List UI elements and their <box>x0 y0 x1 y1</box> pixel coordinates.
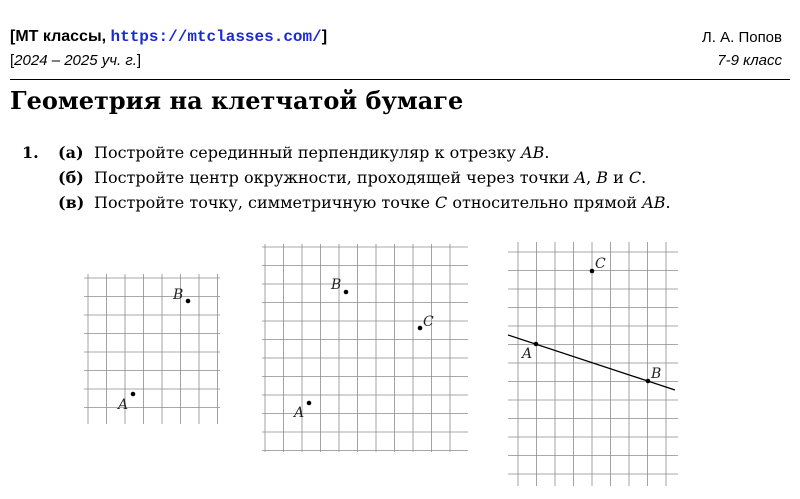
part-text: Постройте серединный перпендикуляр к отрезку <box>94 143 522 162</box>
figure-a <box>84 274 220 424</box>
point-c <box>418 326 423 331</box>
part-label: (б) <box>58 168 84 187</box>
math-term: C <box>628 168 642 187</box>
part-text: Постройте центр окружности, проходящей через точки <box>94 168 575 187</box>
point-b <box>646 379 651 384</box>
grid-lines <box>262 244 468 452</box>
point-a <box>534 342 539 347</box>
label-b: B <box>651 366 662 382</box>
part-sep: , <box>586 168 597 187</box>
problem-part-c <box>58 193 671 212</box>
math-term: AB <box>642 193 666 212</box>
figure-c <box>508 242 678 486</box>
part-label: (а) <box>58 143 84 162</box>
math-term: B <box>596 168 609 187</box>
figure-b <box>262 244 468 452</box>
header-course <box>10 28 327 46</box>
grade: 7-9 класс <box>717 52 782 69</box>
point-a <box>307 401 312 406</box>
math-term: C <box>435 193 448 212</box>
problem-part-a <box>58 143 549 162</box>
grid-lines <box>84 274 220 424</box>
grid-figure-c <box>508 242 678 486</box>
label-c: C <box>423 314 434 330</box>
point-c <box>590 269 595 274</box>
point-a <box>131 392 136 397</box>
header-divider <box>10 79 790 80</box>
math-term: A <box>574 168 587 187</box>
label-a: A <box>522 346 533 362</box>
part-sep: относительно прямой <box>447 193 643 212</box>
label-c: C <box>595 256 606 272</box>
problem-part-b <box>58 168 646 187</box>
bracket-open: [ <box>10 52 15 69</box>
bracket-close: ] <box>136 52 142 69</box>
school-year: 2024 – 2025 уч. г. <box>14 52 137 69</box>
point-b <box>344 290 349 295</box>
label-a: A <box>118 397 129 413</box>
label-b: B <box>173 287 184 303</box>
course-name: [МТ классы, <box>10 28 111 45</box>
grid-lines <box>508 242 678 486</box>
grid-figure-b <box>262 244 468 452</box>
part-tail: . <box>641 168 647 187</box>
course-url-link[interactable]: https://mtclasses.com/ <box>110 28 322 46</box>
problem-number: 1. <box>22 143 39 162</box>
part-tail: . <box>544 143 550 162</box>
part-tail: . <box>665 193 671 212</box>
part-sep: и <box>608 168 629 187</box>
part-label: (в) <box>58 193 85 212</box>
label-a: A <box>294 405 305 421</box>
part-text: Постройте точку, симметричную точке <box>94 193 436 212</box>
page-title: Геометрия на клетчатой бумаге <box>10 86 464 115</box>
label-b: B <box>331 277 342 293</box>
grid-figure-a <box>84 274 220 424</box>
bracket-close: ] <box>321 28 328 45</box>
math-term: AB <box>521 143 545 162</box>
point-b <box>186 299 191 304</box>
header-year <box>10 52 141 69</box>
author: Л. А. Попов <box>701 29 782 46</box>
